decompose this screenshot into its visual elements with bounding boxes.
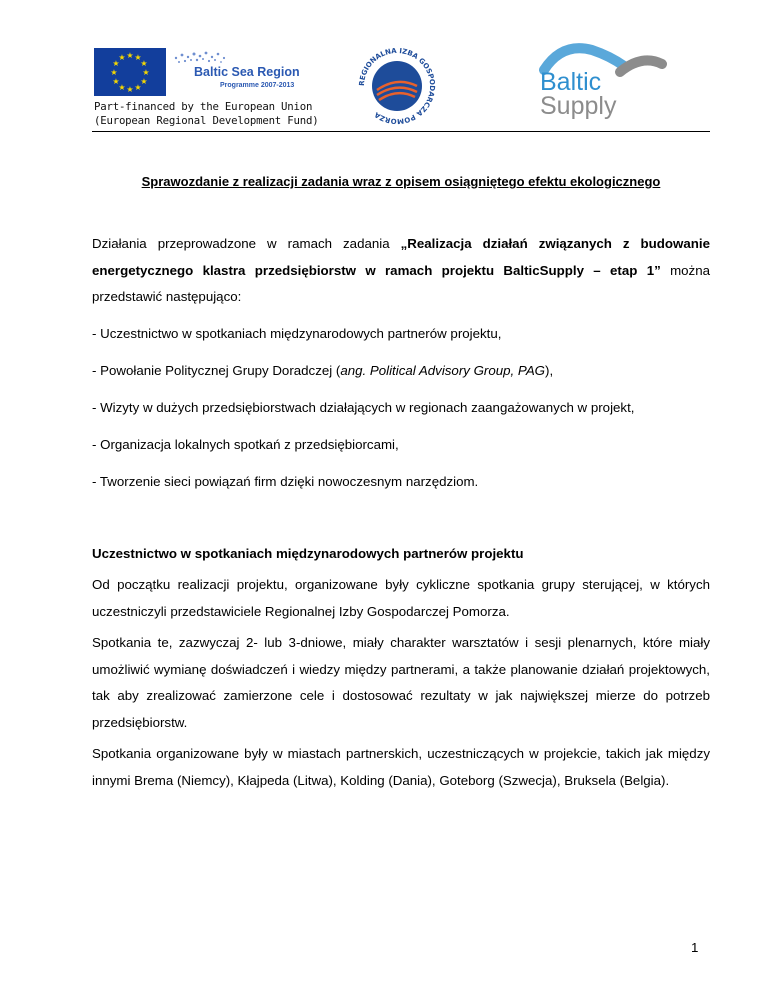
- task-name: „Realizacja działań związanych z budowanie energetycznego klastra przedsiębiorstw w ramach projektu BalticSupply – etap 1”: [92, 236, 710, 278]
- svg-text:★: ★: [110, 68, 118, 77]
- svg-text:★: ★: [140, 59, 148, 68]
- svg-text:★: ★: [140, 77, 148, 86]
- list-item: - Wizyty w dużych przedsiębiorstwach działających w regionach zaangażowanych w projekt,: [92, 400, 635, 415]
- svg-text:★: ★: [142, 68, 150, 77]
- svg-text:★: ★: [134, 83, 142, 92]
- svg-text:★: ★: [118, 53, 126, 62]
- list-item: [92, 363, 553, 378]
- list-item: - Tworzenie sieci powiązań firm dzięki nowoczesnym narzędziom.: [92, 474, 479, 489]
- svg-text:★: ★: [126, 51, 134, 60]
- supply-word: Supply: [540, 92, 617, 120]
- svg-text:★: ★: [112, 77, 120, 86]
- list-item-end: ),: [545, 363, 554, 378]
- baltic-sea-region-logo: [170, 48, 310, 96]
- baltic-word: Baltic: [540, 68, 602, 96]
- seal-text: REGIONALNA IZBA GOSPODARCZA POMORZA: [357, 46, 437, 126]
- eu-flag-icon: [94, 48, 166, 96]
- intro-paragraph: [92, 231, 710, 311]
- eu-funding-line-2: (European Regional Development Fund): [94, 114, 319, 127]
- page-header: [92, 44, 710, 128]
- list-item: - Organizacja lokalnych spotkań z przedsiębiorcami,: [92, 437, 399, 452]
- svg-text:★: ★: [112, 59, 120, 68]
- document-title: Sprawozdanie z realizacji zadania wraz z opisem osiągniętego efektu ekologicznego: [141, 174, 661, 189]
- paragraph-3: [92, 741, 710, 794]
- intro-text-end: można przedstawić następująco:: [92, 262, 710, 304]
- paragraph-text: Od początku realizacji projektu, organizowane były cykliczne spotkania grupy sterującej, w których uczestniczyli przedstawiciele Regionalnej Izby Gospodarczej Pomorza.: [92, 577, 710, 619]
- eu-funding-line-1: Part-financed by the European Union: [94, 100, 313, 113]
- list-item: - Uczestnictwo w spotkaniach międzynarodowych partnerów projektu,: [92, 326, 502, 341]
- section-heading: Uczestnictwo w spotkaniach międzynarodowych partnerów projektu: [92, 546, 524, 561]
- paragraph-text: Spotkania organizowane były w miastach partnerskich, uczestniczących w projekcie, takich jak między innymi Brema (Niemcy), Kłajpeda (Litwa), Kolding (Dania), Goteborg (Szwecja), Bruksela (Belgia).: [92, 746, 710, 788]
- svg-text:★: ★: [126, 85, 134, 94]
- svg-text:★: ★: [134, 53, 142, 62]
- baltic-supply-logo: [532, 44, 682, 124]
- page-number: 1: [691, 940, 699, 955]
- paragraph-1: [92, 572, 710, 625]
- paragraph-text: Spotkania te, zazwyczaj 2- lub 3-dniowe, miały charakter warsztatów i sesji plenarnych, które miały umożliwić wymianę doświadczeń i wiedzy między partnerami, a także planowanie działań projektowych, tak aby zrealizować zamierzone cele i dostosować rezultaty w jak największej mierze do potrzeb przedsiębiorstw.: [92, 635, 710, 730]
- intro-text-start: Działania przeprowadzone w ramach zadania: [92, 236, 401, 251]
- svg-text:★: ★: [118, 83, 126, 92]
- bsr-subtitle: Programme 2007-2013: [220, 82, 295, 89]
- bsr-title: Baltic Sea Region: [194, 65, 300, 79]
- paragraph-2: [92, 630, 710, 736]
- eu-stars-icon: [94, 48, 166, 96]
- list-item-text: - Powołanie Politycznej Grupy Doradczej (: [92, 363, 341, 378]
- list-item-italic: ang. Political Advisory Group, PAG: [340, 363, 546, 378]
- header-divider: [92, 131, 710, 132]
- chamber-seal-logo: [357, 46, 437, 126]
